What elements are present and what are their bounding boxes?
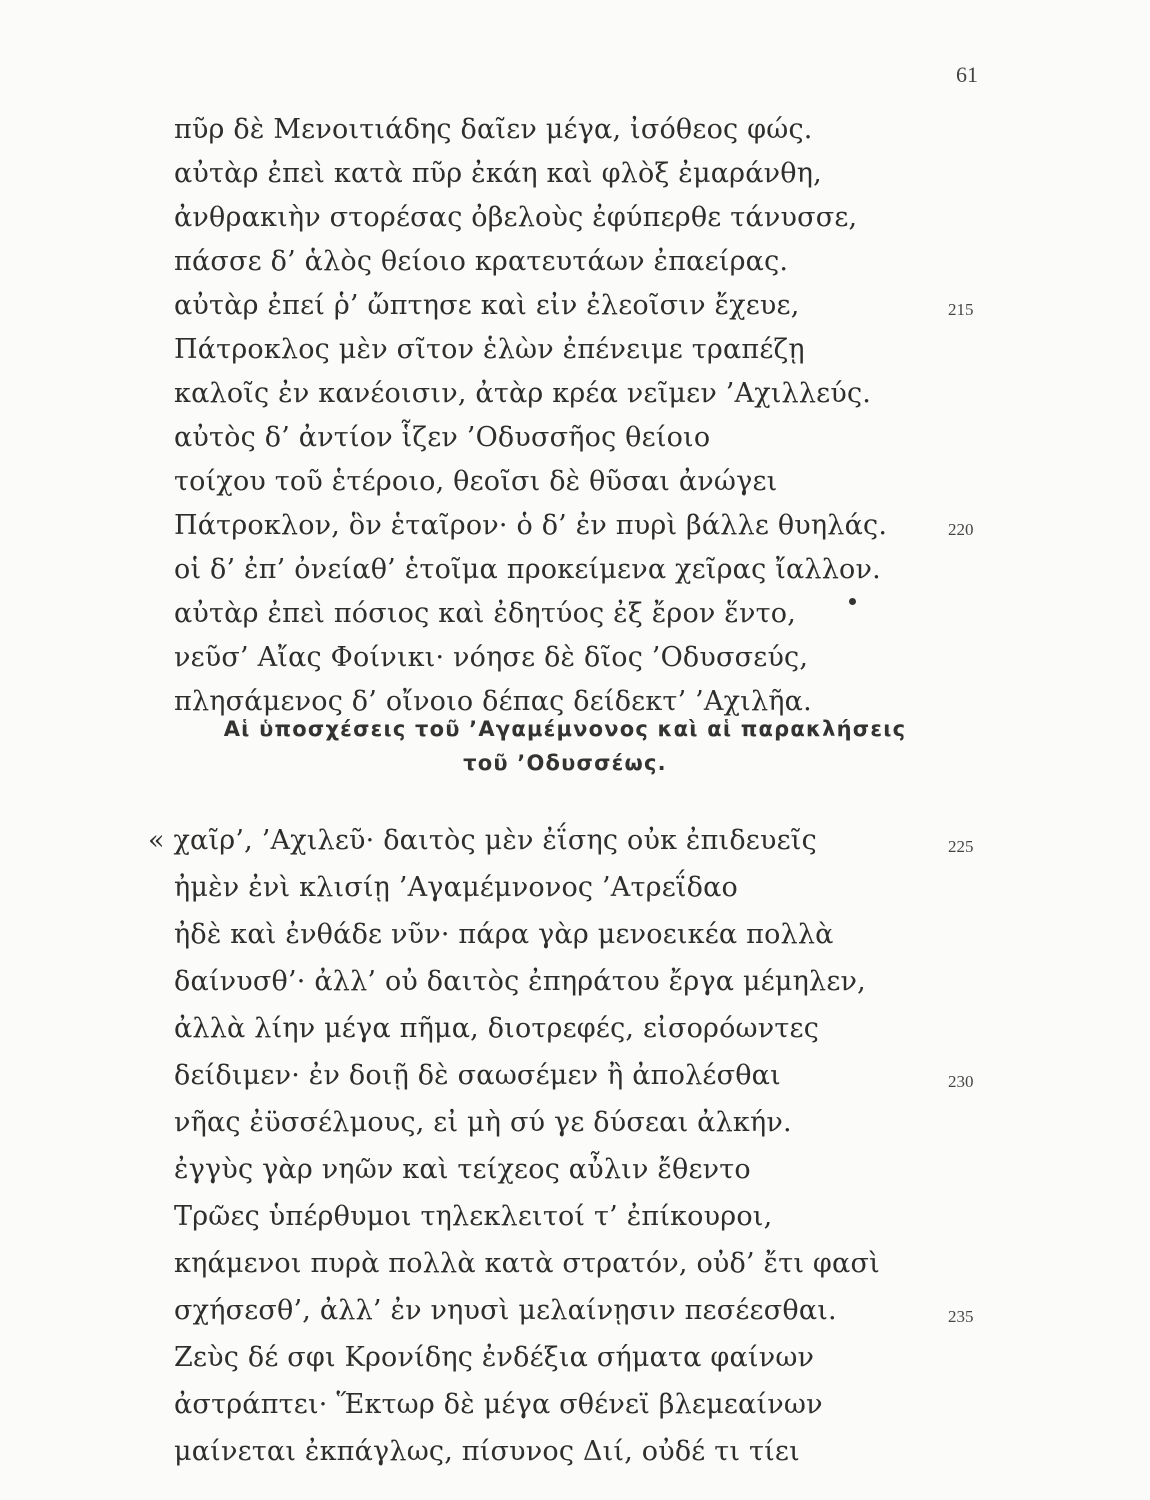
line-number: 235: [948, 1307, 974, 1326]
verse-line: πλησάμενος δ’ οἴνοιο δέπας δείδεκτ’ ’Αχιλῆα.: [174, 686, 812, 717]
line-number: 230: [948, 1072, 974, 1091]
verse-line: νεῦσ’ Αἴας Φοίνικι· νόησε δὲ δῖος ’Οδυσσεύς,: [174, 642, 809, 673]
verse-line: ἠδὲ καὶ ἐνθάδε νῦν· πάρα γὰρ μενοεικέα πολλὰ: [174, 919, 834, 950]
verse-line: οἱ δ’ ἐπ’ ὀνείαθ’ ἑτοῖμα προκείμενα χεῖρας ἴαλλον.: [174, 554, 881, 585]
verse-line: ἀλλὰ λίην μέγα πῆμα, διοτρεφές, εἰσορόωντες: [174, 1013, 820, 1044]
section-heading-line: τοῦ ’Οδυσσέως.: [463, 751, 667, 775]
verse-line: δείδιμεν· ἐν δοιῇ δὲ σαωσέμεν ἢ ἀπολέσθαι: [174, 1060, 781, 1091]
verse-line: σχήσεσθ’, ἀλλ’ ἐν νηυσὶ μελαίνῃσιν πεσέεσθαι.: [174, 1295, 837, 1326]
verse-line: αὐτὰρ ἐπεὶ κατὰ πῦρ ἐκάη καὶ φλὸξ ἐμαράνθη,: [174, 158, 822, 189]
verse-line: δαίνυσθ’· ἀλλ’ οὐ δαιτὸς ἐπηράτου ἔργα μέμηλεν,: [174, 966, 866, 997]
line-number: 225: [948, 837, 974, 856]
verse-line: ἀστράπτει· Ἕκτωρ δὲ μέγα σθένεϊ βλεμεαίνων: [174, 1389, 823, 1420]
verse-line: ἠμὲν ἐνὶ κλισίῃ ’Αγαμέμνονος ’Ατρεΐδαο: [174, 872, 739, 903]
ink-dot: [849, 598, 856, 605]
verse-line: καλοῖς ἐν κανέοισιν, ἀτὰρ κρέα νεῖμεν ’Αχιλλεύς.: [174, 378, 872, 409]
verse-line: μαίνεται ἐκπάγλως, πίσυνος Διί, οὐδέ τι τίει: [174, 1436, 800, 1467]
verse-line: ἀνθρακιὴν στορέσας ὀβελοὺς ἐφύπερθε τάνυσσε,: [174, 202, 858, 233]
verse-line: αὐτὸς δ’ ἀντίον ἷζεν ’Οδυσσῆος θείοιο: [174, 422, 711, 453]
verse-line: νῆας ἐϋσσέλμους, εἰ μὴ σύ γε δύσεαι ἀλκήν.: [174, 1107, 792, 1138]
verse-line: « χαῖρ’, ’Αχιλεῦ· δαιτὸς μὲν ἐΐσης οὐκ ἐπιδευεῖς: [148, 825, 817, 856]
verse-line: κηάμενοι πυρὰ πολλὰ κατὰ στρατόν, οὐδ’ ἔτι φασὶ: [174, 1248, 880, 1279]
verse-line: Ζεὺς δέ σφι Κρονίδης ἐνδέξια σήματα φαίνων: [174, 1342, 815, 1373]
verse-line: αὐτὰρ ἐπεί ῥ’ ὤπτησε καὶ εἰν ἐλεοῖσιν ἔχευε,: [174, 290, 800, 321]
verse-line: Πάτροκλον, ὃν ἑταῖρον· ὁ δ’ ἐν πυρὶ βάλλε θυηλάς.: [174, 510, 888, 541]
verse-line: πάσσε δ’ ἁλὸς θείοιο κρατευτάων ἐπαείρας.: [174, 246, 789, 277]
section-heading-line: Αἱ ὑποσχέσεις τοῦ ’Αγαμέμνονος καὶ αἱ παρακλήσεις: [223, 717, 907, 741]
verse-line: τοίχου τοῦ ἑτέροιο, θεοῖσι δὲ θῦσαι ἀνώγει: [174, 466, 778, 497]
section-heading: [180, 712, 950, 780]
verse-line: αὐτὰρ ἐπεὶ πόσιος καὶ ἐδητύος ἐξ ἔρον ἕντο,: [174, 598, 796, 629]
verse-line: Πάτροκλος μὲν σῖτον ἑλὼν ἐπένειμε τραπέζῃ: [174, 334, 805, 365]
page-number: 61: [956, 62, 978, 87]
line-number: 220: [948, 520, 974, 539]
verse-line: πῦρ δὲ Μενοιτιάδης δαῖεν μέγα, ἰσόθεος φώς.: [174, 114, 813, 145]
verse-line: ἐγγὺς γὰρ νηῶν καὶ τείχεος αὖλιν ἔθεντο: [174, 1154, 751, 1185]
line-number: 215: [948, 300, 974, 319]
verse-line: Τρῶες ὑπέρθυμοι τηλεκλειτοί τ’ ἐπίκουροι,: [174, 1201, 773, 1232]
